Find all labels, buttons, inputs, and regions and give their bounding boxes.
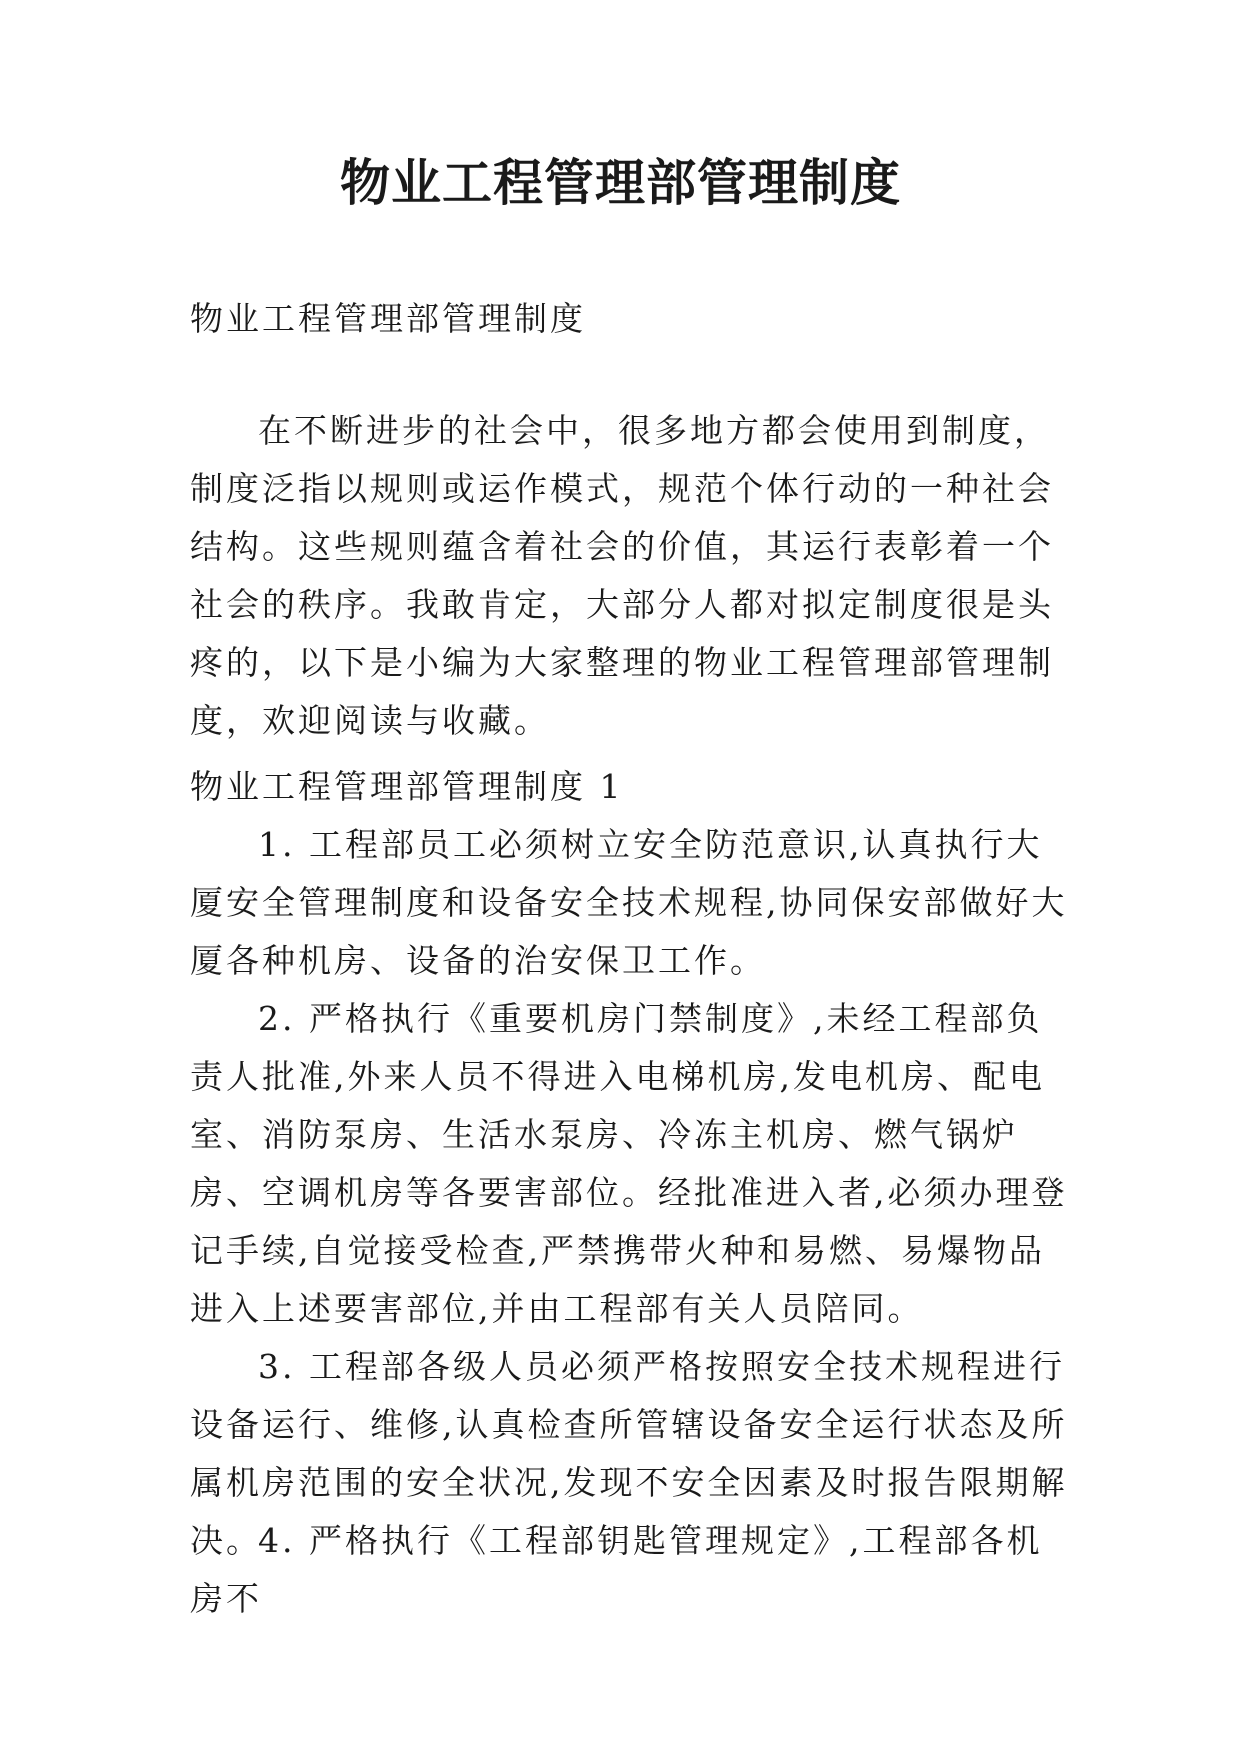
document-title: 物业工程管理部管理制度 (340, 154, 901, 212)
rule-item-1: 1. 工程部员工必须树立安全防范意识,认真执行大厦安全管理制度和设备安全技术规程,协同保安部做好大厦各种机房、设备的治安保卫工作。 (190, 825, 1068, 980)
rule-item-4: 4. 严格执行《工程部钥匙管理规定》,工程部各机房不 (190, 1521, 1043, 1618)
rule-item-2: 2. 严格执行《重要机房门禁制度》,未经工程部负责人批准,外来人员不得进入电梯机房,发电机房、配电室、消防泵房、生活水泵房、冷冻主机房、燃气锅炉房、空调机房等各要害部位。经批准进入者,必须办理登记手续,自觉接受检查,严禁携带火种和易燃、易爆物品进入上述要害部位,并由工程部有关人员陪同。 (190, 999, 1068, 1328)
rule-item-3: 3. 工程部各级人员必须严格按照安全技术规程进行设备运行、维修,认真检查所管辖设备安全运行状态及所属机房范围的安全状况,发现不安全因素及时报告限期解决。 (190, 1347, 1068, 1560)
intro-paragraph: 在不断进步的社会中，很多地方都会使用到制度，制度泛指以规则或运作模式，规范个体行动的一种社会结构。这些规则蕴含着社会的价值，其运行表彰着一个社会的秩序。我敢肯定，大部分人都对拟定制度很是头疼的，以下是小编为大家整理的物业工程管理部管理制度，欢迎阅读与收藏。 (190, 411, 1054, 740)
document-subtitle: 物业工程管理部管理制度 (190, 299, 586, 338)
section-heading: 物业工程管理部管理制度 1 (190, 767, 624, 806)
